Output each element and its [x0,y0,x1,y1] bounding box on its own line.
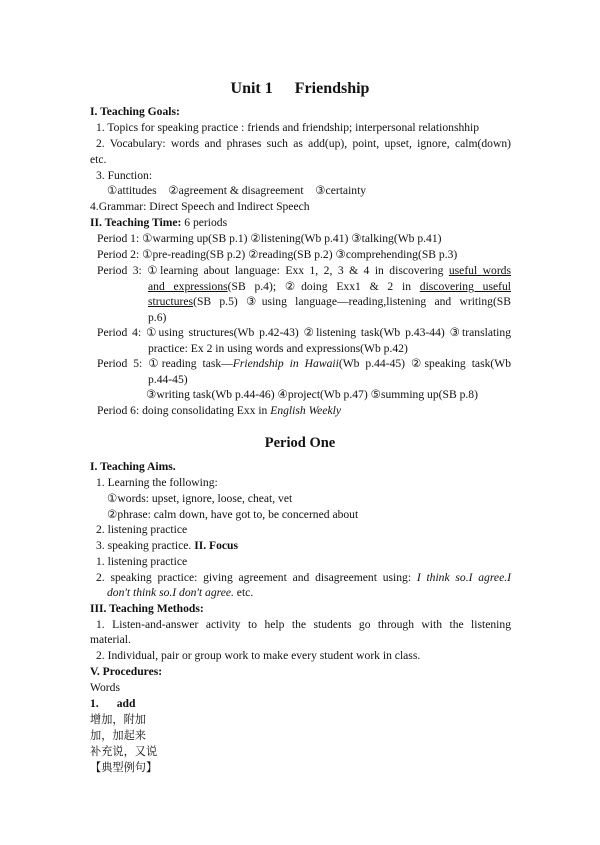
word-entry: 1. add [90,697,136,710]
goal-grammar: 4.Grammar: Direct Speech and Indirect Speech [90,200,310,213]
period-6: Period 6: doing consolidating Exx in English Weekly [97,404,341,417]
period-5: Period 5: ①reading task—Friendship in Hawaii(Wb p.44-45) ②speaking task(Wb [97,357,511,370]
aims-1: 1. Learning the following: [96,476,218,489]
methods-1-cont: material. [90,633,131,646]
example-sentences-label: 【典型例句】 [90,761,158,774]
goal-function-items: ①attitudes ②agreement & disagreement ③certainty [107,184,367,197]
goal-vocabulary: 2. Vocabulary: words and phrases such as add(up), point, upset, ignore, calm(down) [96,137,511,150]
aims-words: ①words: upset, ignore, loose, cheat, vet [107,492,293,505]
period-4-cont: practice: Ex 2 in using words and expressions(Wb p.42) [148,342,408,355]
focus-1: 1. listening practice [96,555,188,568]
period-one-title: Period One [264,435,336,451]
period-3-cont: and expressions(SB p.4); ②doing Exx1 & 2 in discovering useful [148,280,511,293]
aims-2: 2. listening practice [96,523,188,536]
word-meaning-3: 补充说，又说 [90,745,158,758]
period-3-cont3: p.6) [148,311,167,324]
unit-title: Unit 1 Friendship [230,80,370,97]
teaching-methods-heading: III. Teaching Methods: [90,602,204,615]
focus-2: 2. speaking practice: giving agreement and disagreement using: I think so.I agree.I [96,571,511,584]
period-4: Period 4: ①using structures(Wb p.42-43) ②listening task(Wb p.43-44) ③translating [97,326,511,339]
aims-phrase: ②phrase: calm down, have got to, be concerned about [107,508,359,521]
focus-2-cont: don't think so.I don't agree. etc. [107,586,254,599]
procedures-heading: V. Procedures: [90,665,163,678]
goal-function: 3. Function: [96,169,153,182]
words-label: Words [90,681,120,694]
period-3: Period 3: ①learning about language: Exx 1, 2, 3 & 4 in discovering useful words [97,264,511,277]
teaching-aims-heading: I. Teaching Aims. [90,460,176,473]
aims-3: 3. speaking practice. II. Focus [96,539,238,552]
methods-1: 1. Listen-and-answer activity to help the students go through with the listening [96,618,511,631]
word-meaning-2: 加，加起来 [90,729,146,742]
period-3-cont2: structures(SB p.5) ③using language—reading,listening and writing(SB [148,295,511,308]
period-5-cont2: ③writing task(Wb p.44-46) ④project(Wb p.47) ⑤summing up(SB p.8) [146,388,478,401]
goal-topics: 1. Topics for speaking practice : friends and friendship; interpersonal relationshhip [96,121,480,134]
teaching-goals-heading: I. Teaching Goals: [90,105,180,118]
word-meaning-1: 增加，附加 [90,713,146,726]
methods-2: 2. Individual, pair or group work to make every student work in class. [96,649,421,662]
period-1: Period 1: ①warming up(SB p.1) ②listening(Wb p.41) ③talking(Wb p.41) [97,232,442,245]
goal-vocabulary-cont: etc. [90,153,107,166]
period-5-cont: p.44-45) [148,373,188,386]
period-2: Period 2: ①pre-reading(SB p.2) ②reading(SB p.2) ③comprehending(SB p.3) [97,248,458,261]
teaching-time: II. Teaching Time: 6 periods [90,216,228,229]
